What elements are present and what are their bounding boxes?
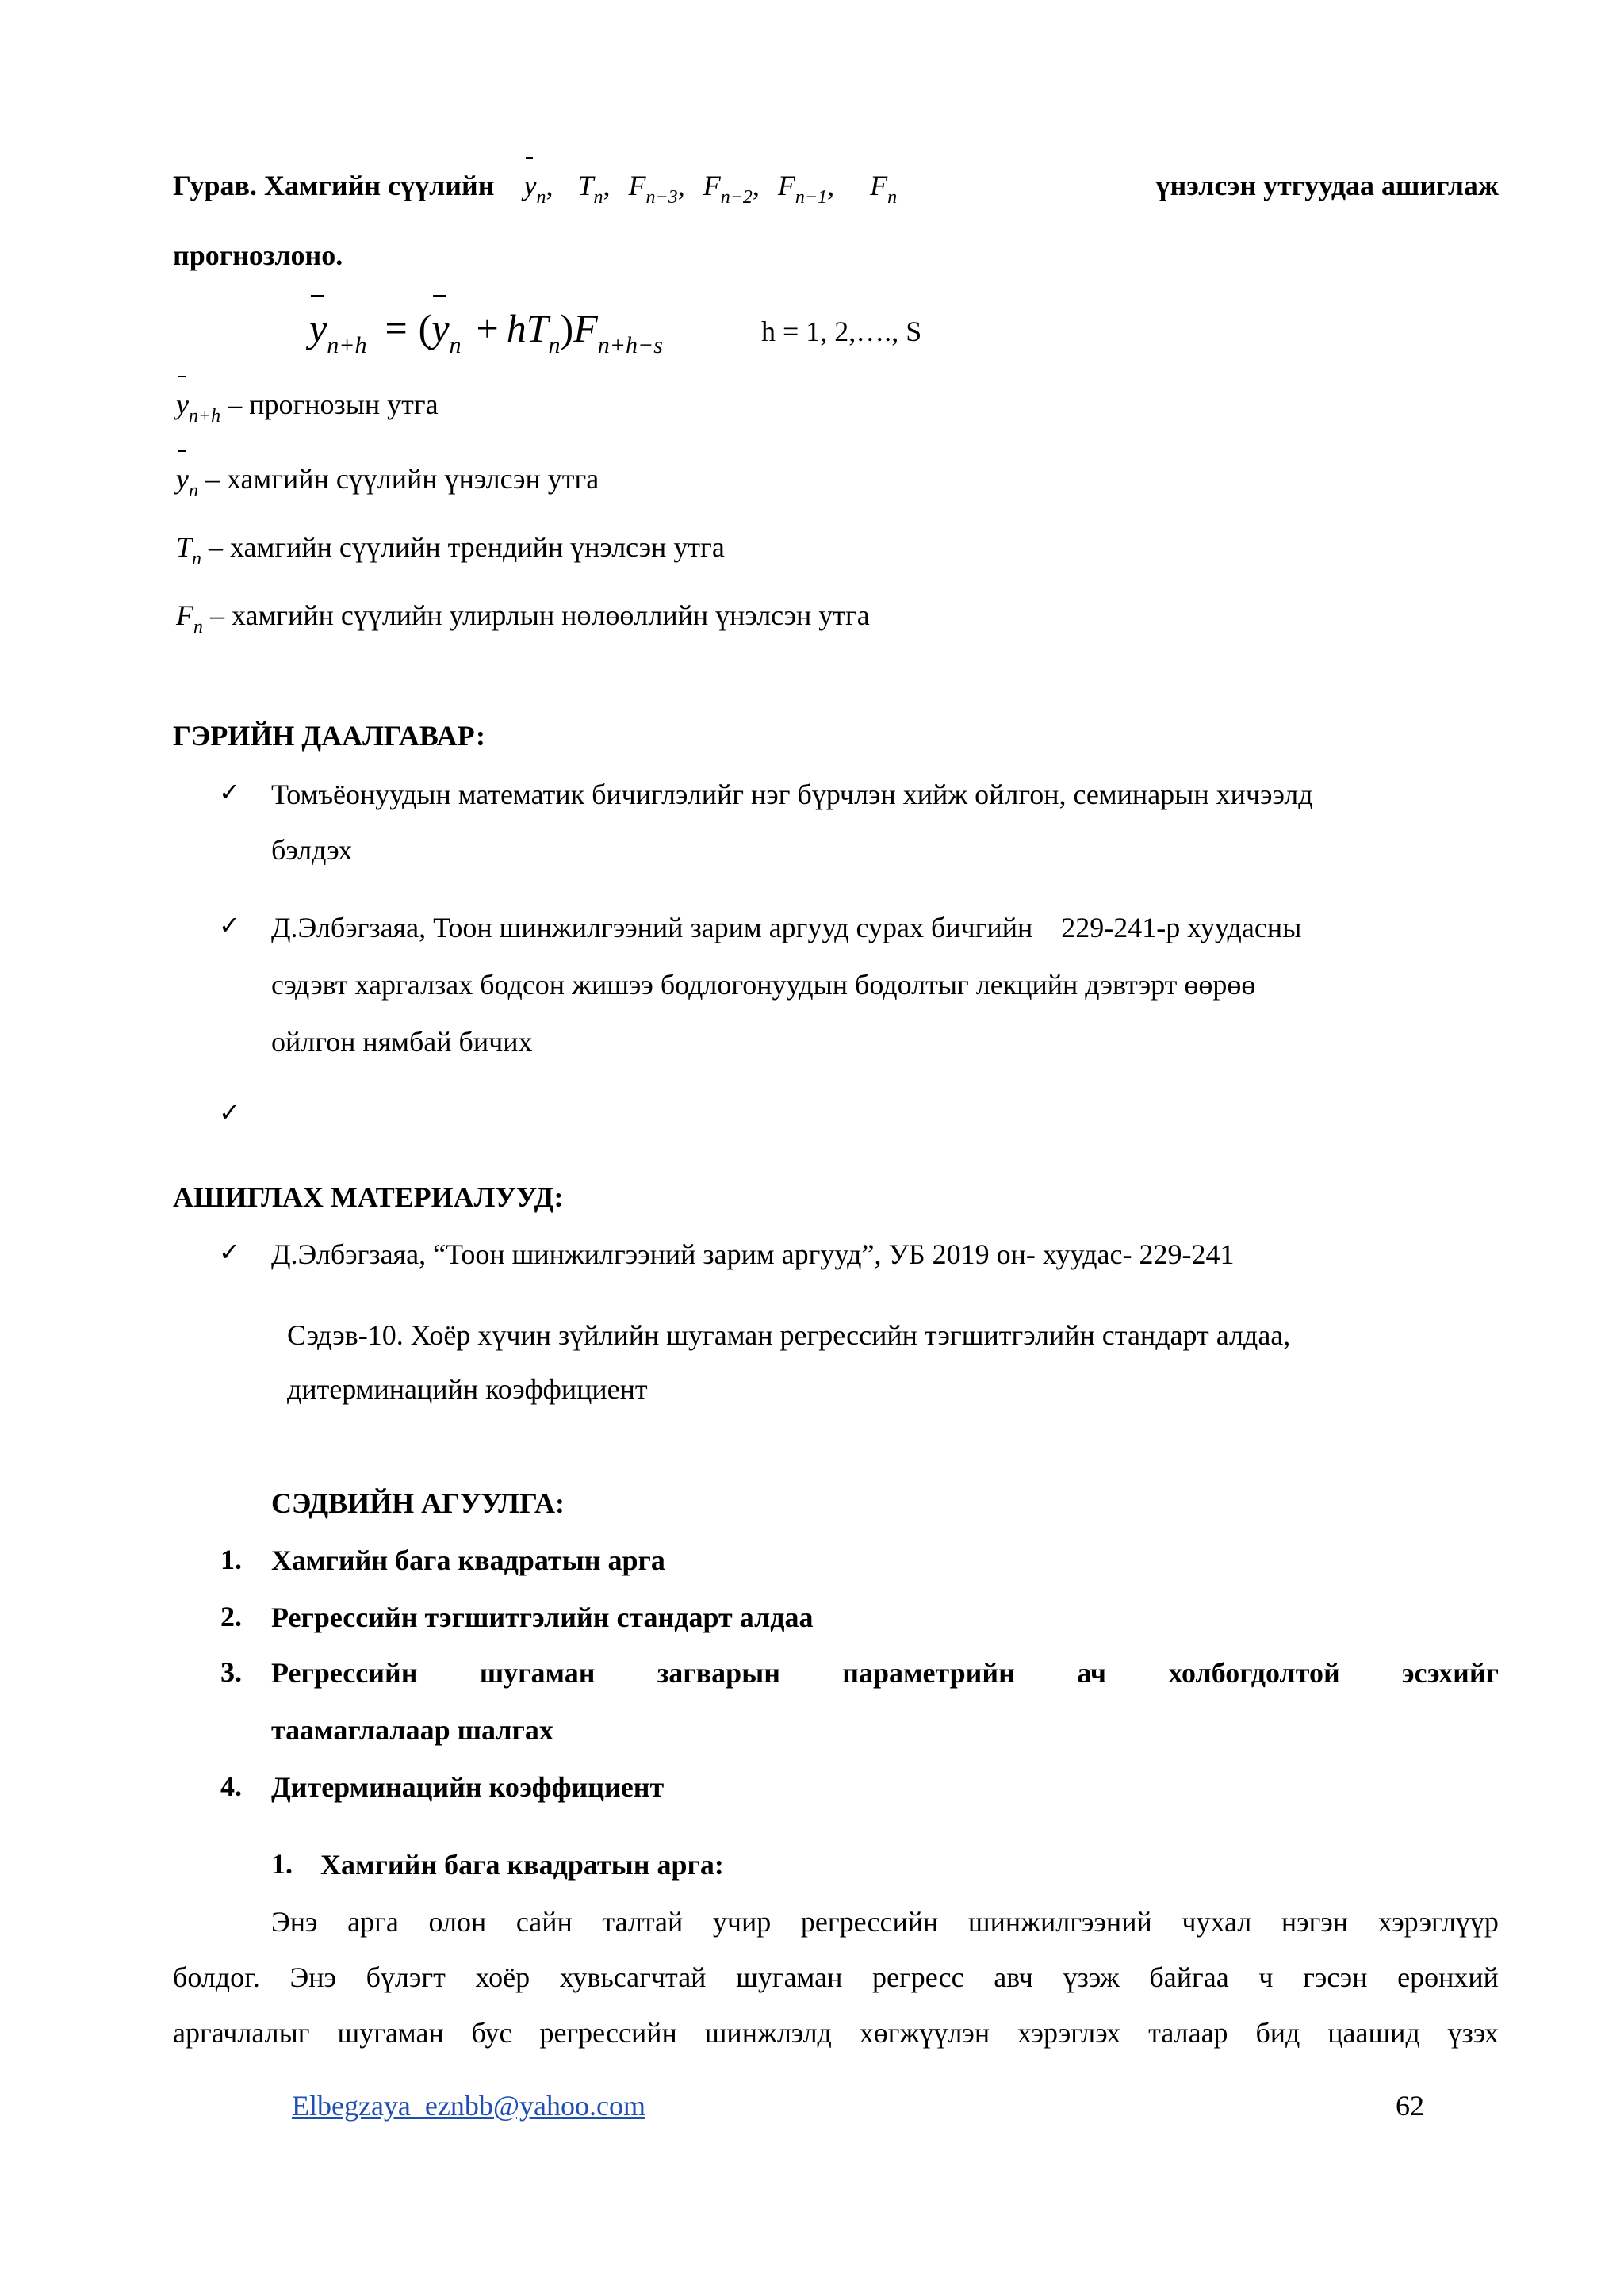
contents-item-3-number: 3. bbox=[220, 1656, 242, 1688]
checkmark-icon: ✓ bbox=[219, 1237, 240, 1267]
section-1-number: 1. bbox=[271, 1848, 293, 1880]
homework-item-1-line-1: Томъёонуудын математик бичиглэлийг нэг бүрчлэн хийж ойлгон, семинарын хичээлд bbox=[271, 779, 1313, 810]
contents-item-1-number: 1. bbox=[220, 1544, 242, 1575]
homework-heading: ГЭРИЙН ДААЛГАВАР: bbox=[173, 720, 485, 752]
topic-line-1: Сэдэв-10. Хоёр хүчин зүйлийн шугаман регрессийн тэгшитгэлийн стандарт алдаа, bbox=[287, 1319, 1291, 1351]
definition-trend: $T_n$ – хамгийн сүүлийн трендийн үнэлсэн утга bbox=[176, 531, 725, 569]
forecast-formula: $y_{n+h} = (y_n + hT_n)F_{n+h-s}$ bbox=[309, 306, 663, 358]
checkmark-icon: ✓ bbox=[219, 910, 240, 940]
contents-item-3: Регрессийн шугаман загварын параметрийн ач холбогдолтой эсэхийг bbox=[271, 1657, 1499, 1689]
homework-item-1-line-2: бэлдэх bbox=[271, 834, 353, 866]
homework-item-2-line-3: ойлгон нямбай бичих bbox=[271, 1026, 533, 1058]
materials-heading: АШИГЛАХ МАТЕРИАЛУУД: bbox=[173, 1181, 564, 1213]
intro-tail: үнэлсэн утгуудаа ашиглаж bbox=[1155, 170, 1499, 201]
var-T-n: $T_n$ bbox=[577, 170, 603, 208]
definition-forecast: $y_{n+h}$ – прогнозын утга bbox=[176, 388, 439, 427]
section-1-paragraph-line-1: Энэ арга олон сайн талтай учир регрессийн шинжилгээний чухал нэгэн хэрэглүүр bbox=[271, 1906, 1499, 1938]
homework-item-2-line-2: сэдэвт харгалзах бодсон жишээ бодлогонуудын бодолтыг лекцийн дэвтэрт өөрөө bbox=[271, 969, 1256, 1001]
formula-range: h = 1, 2,…., S bbox=[761, 316, 922, 347]
intro-lead: Гурав. Хамгийн сүүлийн bbox=[173, 170, 495, 201]
var-y-bar-n: $y_n$ bbox=[523, 170, 546, 208]
intro-line: Гурав. Хамгийн сүүлийн $y_n$, $T_n$, $F_{n-3}$, $F_{n-2}$, $F_{n-1}$, $F_n$ үнэлсэн утгуудаа ашиглаж bbox=[173, 170, 1499, 208]
materials-item-1: Д.Элбэгзаяа, “Тоон шинжилгээний зарим аргууд”, УБ 2019 он- хуудас- 229-241 bbox=[271, 1238, 1235, 1270]
homework-item-2-line-1: Д.Элбэгзаяа, Тоон шинжилгээний зарим аргууд сурах бичгийн 229-241-р хуудасны bbox=[271, 912, 1302, 943]
definition-level: $y_n$ – хамгийн сүүлийн үнэлсэн утга bbox=[176, 463, 599, 501]
topic-line-2: дитерминацийн коэффициент bbox=[287, 1373, 648, 1405]
checkmark-icon: ✓ bbox=[219, 1097, 240, 1127]
var-F-n-1: $F_{n-1}$ bbox=[777, 170, 828, 208]
var-F-n-3: $F_{n-3}$ bbox=[628, 170, 678, 208]
section-1-paragraph-line-2: болдог. Энэ бүлэгт хоёр хувьсагчтай шугаман регресс авч үзэж байгаа ч гэсэн ерөнхий bbox=[173, 1961, 1499, 1993]
page-number: 62 bbox=[1396, 2090, 1424, 2122]
section-1-paragraph-line-3: аргачлалыг шугаман бус регрессийн шинжлэлд хөгжүүлэн хэрэглэх талаар бид цаашид үзэх bbox=[173, 2017, 1499, 2049]
var-F-n-2: $F_{n-2}$ bbox=[703, 170, 753, 208]
checkmark-icon: ✓ bbox=[219, 777, 240, 807]
contents-heading: СЭДВИЙН АГУУЛГА: bbox=[271, 1487, 565, 1519]
contents-item-2-number: 2. bbox=[220, 1601, 242, 1632]
contents-item-4-number: 4. bbox=[220, 1770, 242, 1802]
intro-line-2: прогнозлоно. bbox=[173, 239, 343, 271]
contents-item-4: Дитерминацийн коэффициент bbox=[271, 1771, 665, 1803]
contents-item-1: Хамгийн бага квадратын арга bbox=[271, 1544, 665, 1576]
definition-seasonal: $F_n$ – хамгийн сүүлийн улирлын нөлөөллийн үнэлсэн утга bbox=[176, 599, 870, 637]
section-1-title: Хамгийн бага квадратын арга: bbox=[320, 1849, 724, 1881]
contents-item-2: Регрессийн тэгшитгэлийн стандарт алдаа bbox=[271, 1601, 814, 1633]
var-F-n: $F_n$ bbox=[870, 170, 898, 208]
contents-item-3-cont: таамаглалаар шалгах bbox=[271, 1714, 553, 1746]
footer-email-link[interactable]: Elbegzaya_eznbb@yahoo.com bbox=[292, 2090, 645, 2122]
